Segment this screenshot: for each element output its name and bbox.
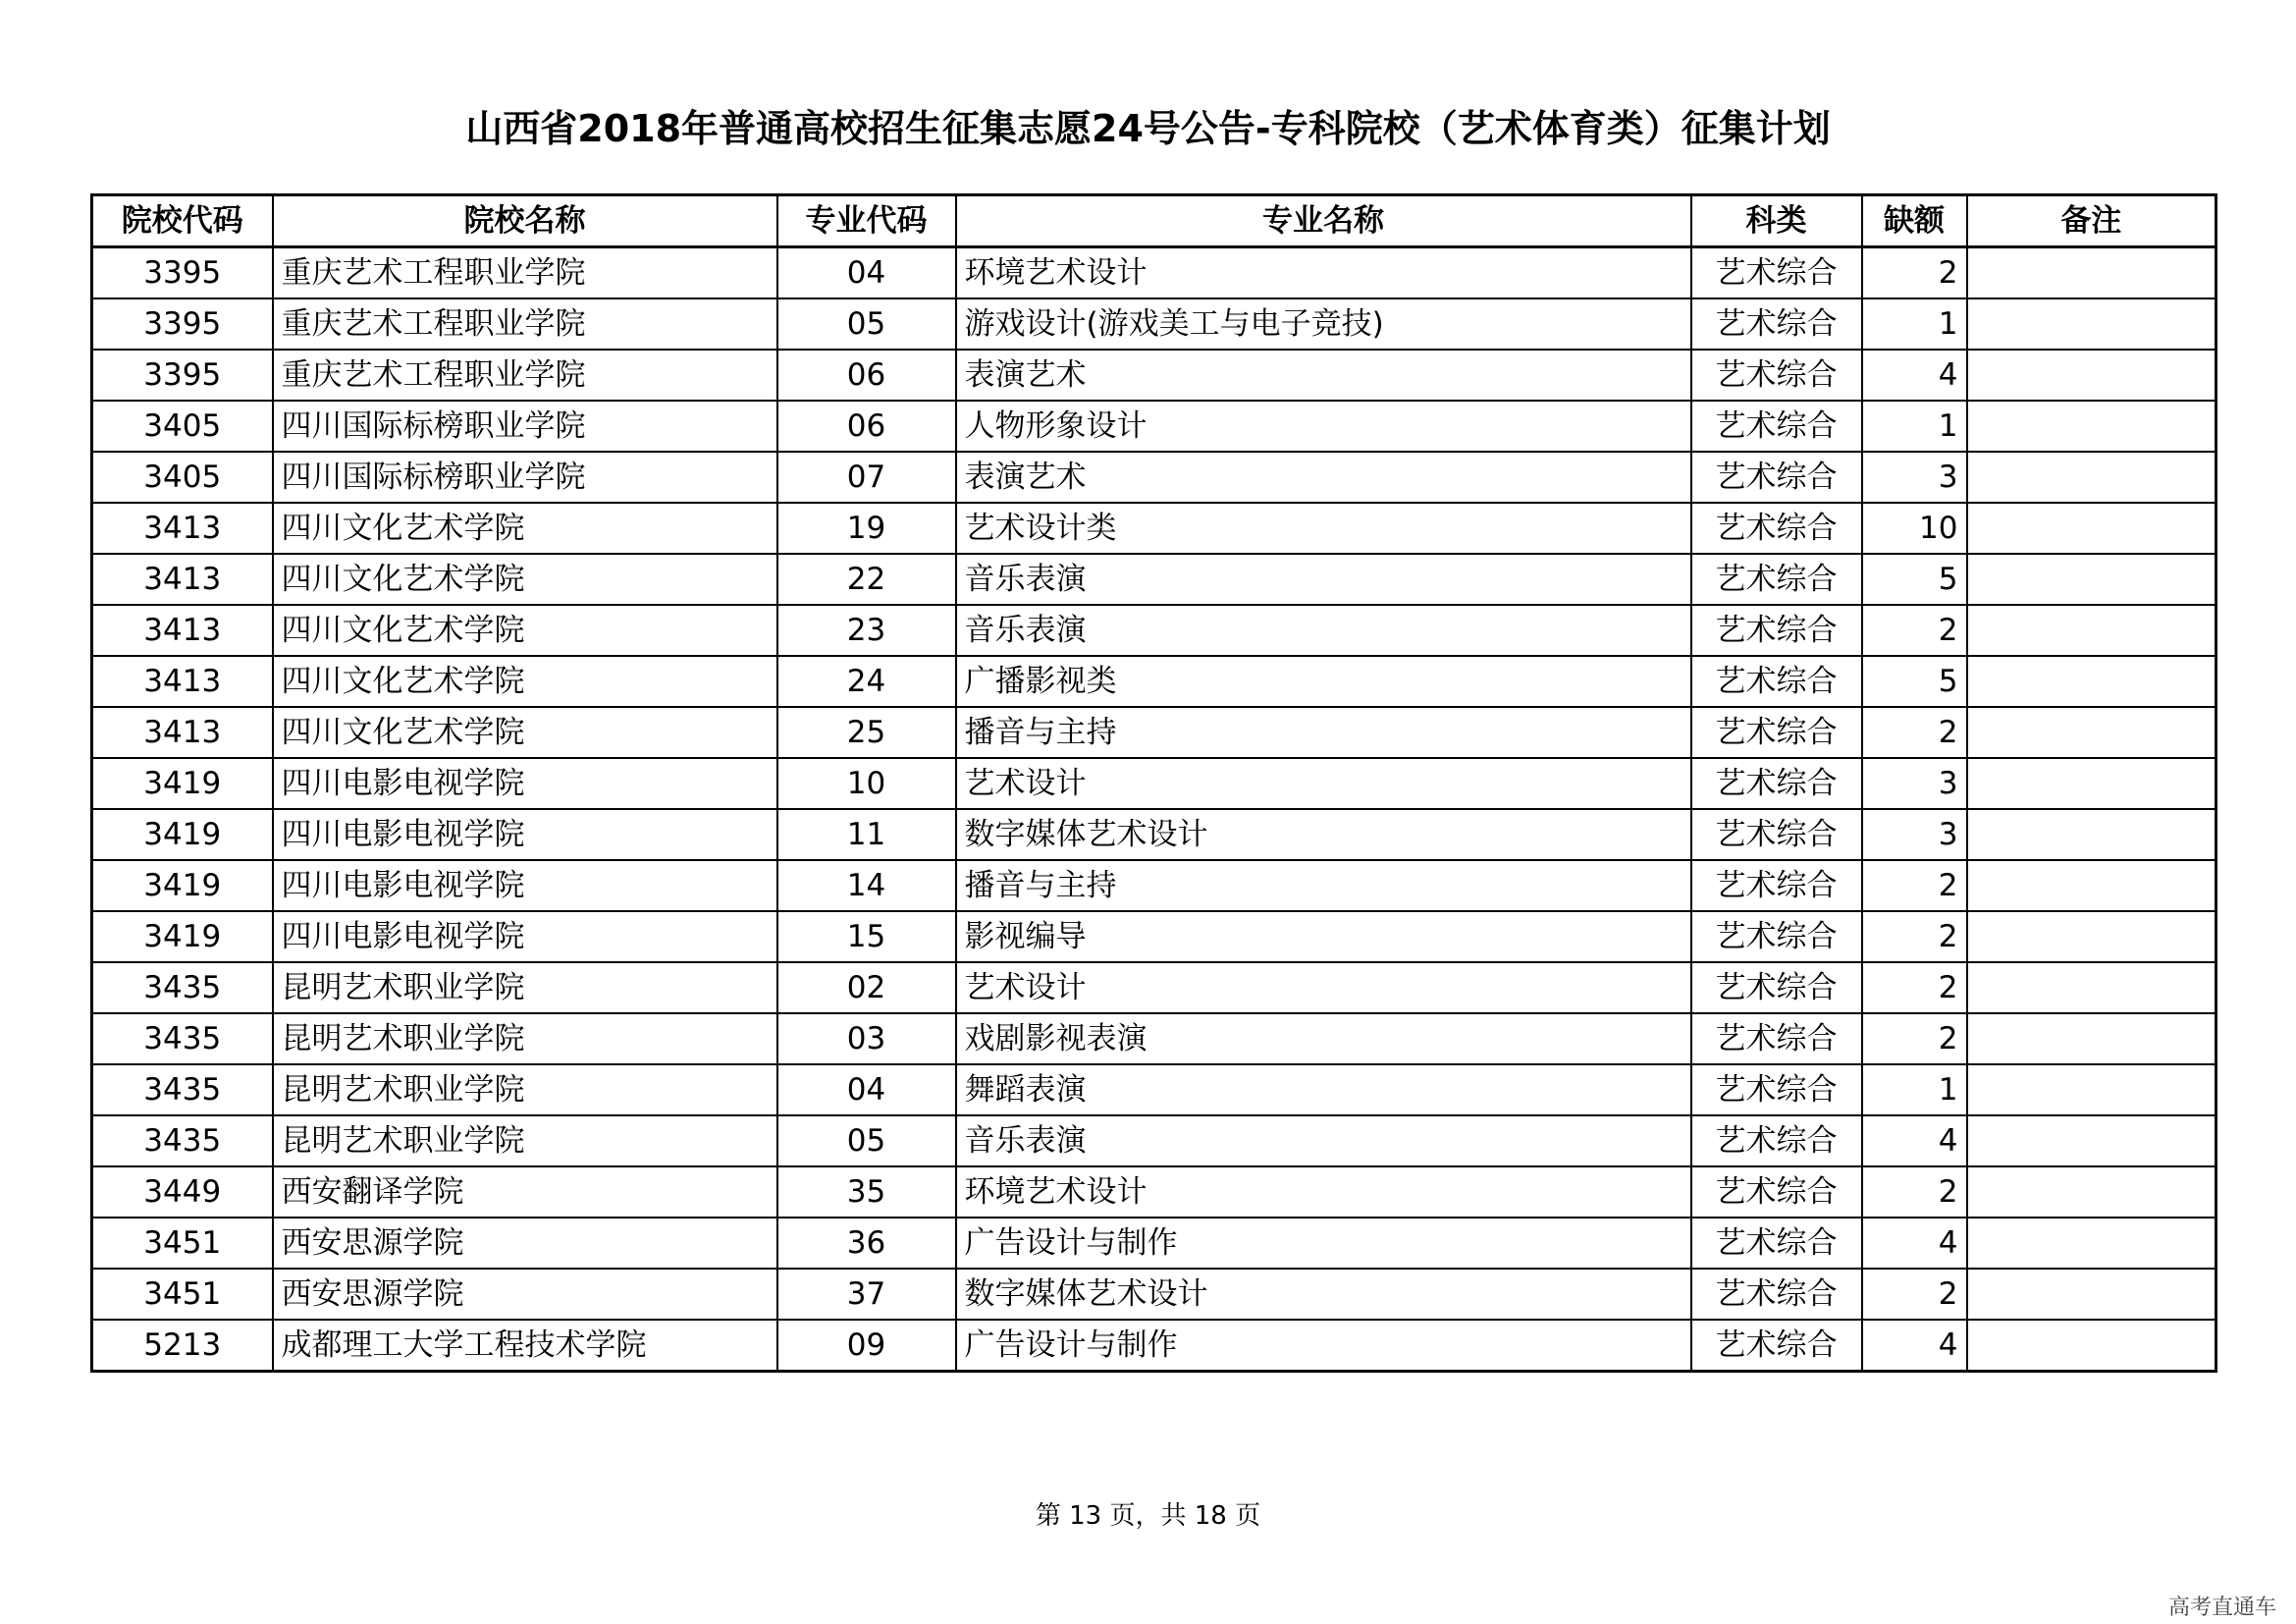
table-row	[92, 962, 2216, 1013]
cell-school-name: 重庆艺术工程职业学院	[273, 247, 777, 299]
cell-school-code: 3451	[92, 1269, 273, 1320]
cell-note	[1967, 758, 2216, 809]
cell-note	[1967, 809, 2216, 860]
cell-quota: 2	[1862, 860, 1967, 911]
table-row	[92, 809, 2216, 860]
cell-note	[1967, 911, 2216, 962]
header-quota: 缺额	[1862, 195, 1967, 247]
cell-school-name: 四川文化艺术学院	[273, 554, 777, 605]
cell-note	[1967, 707, 2216, 758]
table-row	[92, 503, 2216, 554]
cell-major-code: 10	[777, 758, 956, 809]
cell-school-code: 3405	[92, 452, 273, 503]
cell-note	[1967, 605, 2216, 656]
cell-quota: 2	[1862, 1166, 1967, 1218]
cell-school-code: 3413	[92, 503, 273, 554]
cell-school-name: 四川电影电视学院	[273, 911, 777, 962]
cell-major-code: 04	[777, 247, 956, 299]
cell-category: 艺术综合	[1691, 758, 1862, 809]
cell-school-name: 四川国际标榜职业学院	[273, 452, 777, 503]
cell-major-code: 22	[777, 554, 956, 605]
cell-school-code: 3395	[92, 350, 273, 401]
cell-quota: 1	[1862, 298, 1967, 350]
cell-major-name: 音乐表演	[956, 1115, 1691, 1166]
cell-category: 艺术综合	[1691, 1166, 1862, 1218]
cell-category: 艺术综合	[1691, 860, 1862, 911]
cell-category: 艺术综合	[1691, 1218, 1862, 1269]
cell-quota: 2	[1862, 247, 1967, 299]
cell-school-code: 3435	[92, 962, 273, 1013]
cell-school-name: 昆明艺术职业学院	[273, 1115, 777, 1166]
cell-major-name: 数字媒体艺术设计	[956, 809, 1691, 860]
table-row	[92, 1320, 2216, 1372]
cell-major-code: 11	[777, 809, 956, 860]
cell-school-name: 昆明艺术职业学院	[273, 1013, 777, 1064]
cell-quota: 2	[1862, 1013, 1967, 1064]
cell-major-name: 音乐表演	[956, 605, 1691, 656]
cell-category: 艺术综合	[1691, 1269, 1862, 1320]
cell-note	[1967, 656, 2216, 707]
cell-note	[1967, 247, 2216, 299]
cell-category: 艺术综合	[1691, 911, 1862, 962]
cell-category: 艺术综合	[1691, 247, 1862, 299]
cell-quota: 4	[1862, 350, 1967, 401]
table-row	[92, 452, 2216, 503]
table-row	[92, 1218, 2216, 1269]
cell-major-name: 环境艺术设计	[956, 247, 1691, 299]
cell-major-name: 游戏设计(游戏美工与电子竞技)	[956, 298, 1691, 350]
cell-school-code: 3419	[92, 758, 273, 809]
cell-school-code: 3435	[92, 1115, 273, 1166]
cell-school-name: 四川电影电视学院	[273, 809, 777, 860]
cell-quota: 2	[1862, 911, 1967, 962]
cell-category: 艺术综合	[1691, 298, 1862, 350]
header-school-code: 院校代码	[92, 195, 273, 247]
cell-major-name: 舞蹈表演	[956, 1064, 1691, 1115]
table-row	[92, 758, 2216, 809]
cell-major-code: 35	[777, 1166, 956, 1218]
page-footer: 第 13 页，共 18 页	[1035, 1501, 1261, 1531]
cell-major-name: 播音与主持	[956, 860, 1691, 911]
cell-category: 艺术综合	[1691, 707, 1862, 758]
cell-category: 艺术综合	[1691, 350, 1862, 401]
cell-major-code: 23	[777, 605, 956, 656]
header-major-code: 专业代码	[777, 195, 956, 247]
cell-school-name: 重庆艺术工程职业学院	[273, 298, 777, 350]
cell-major-code: 15	[777, 911, 956, 962]
cell-category: 艺术综合	[1691, 554, 1862, 605]
cell-school-name: 四川文化艺术学院	[273, 707, 777, 758]
cell-school-code: 3413	[92, 554, 273, 605]
cell-major-name: 广告设计与制作	[956, 1320, 1691, 1372]
enrollment-plan-table	[90, 193, 2217, 1373]
cell-school-code: 3419	[92, 809, 273, 860]
cell-major-code: 24	[777, 656, 956, 707]
cell-note	[1967, 1064, 2216, 1115]
cell-school-code: 3435	[92, 1064, 273, 1115]
cell-category: 艺术综合	[1691, 1115, 1862, 1166]
table-row	[92, 605, 2216, 656]
table-row	[92, 350, 2216, 401]
table-row	[92, 1115, 2216, 1166]
cell-category: 艺术综合	[1691, 452, 1862, 503]
cell-major-code: 25	[777, 707, 956, 758]
cell-school-code: 3449	[92, 1166, 273, 1218]
cell-major-name: 表演艺术	[956, 452, 1691, 503]
cell-category: 艺术综合	[1691, 962, 1862, 1013]
cell-category: 艺术综合	[1691, 1013, 1862, 1064]
cell-school-code: 3413	[92, 656, 273, 707]
cell-quota: 4	[1862, 1320, 1967, 1372]
cell-major-name: 艺术设计类	[956, 503, 1691, 554]
cell-school-code: 3395	[92, 247, 273, 299]
cell-school-name: 四川国际标榜职业学院	[273, 401, 777, 452]
cell-note	[1967, 1218, 2216, 1269]
header-note: 备注	[1967, 195, 2216, 247]
cell-school-name: 四川电影电视学院	[273, 758, 777, 809]
cell-quota: 5	[1862, 554, 1967, 605]
cell-quota: 2	[1862, 605, 1967, 656]
table-row	[92, 656, 2216, 707]
cell-major-code: 04	[777, 1064, 956, 1115]
watermark-logo: 高考直通车	[2167, 1596, 2276, 1620]
cell-major-code: 14	[777, 860, 956, 911]
cell-quota: 5	[1862, 656, 1967, 707]
cell-major-code: 19	[777, 503, 956, 554]
table-header-row	[92, 195, 2216, 247]
cell-school-name: 成都理工大学工程技术学院	[273, 1320, 777, 1372]
cell-quota: 3	[1862, 809, 1967, 860]
cell-major-code: 09	[777, 1320, 956, 1372]
cell-school-name: 昆明艺术职业学院	[273, 962, 777, 1013]
cell-school-name: 四川电影电视学院	[273, 860, 777, 911]
cell-quota: 3	[1862, 758, 1967, 809]
cell-school-name: 四川文化艺术学院	[273, 503, 777, 554]
cell-school-name: 昆明艺术职业学院	[273, 1064, 777, 1115]
header-major-name: 专业名称	[956, 195, 1691, 247]
cell-school-code: 3413	[92, 605, 273, 656]
cell-school-code: 3395	[92, 298, 273, 350]
cell-note	[1967, 1115, 2216, 1166]
cell-major-code: 05	[777, 298, 956, 350]
page-title: 山西省2018年普通高校招生征集志愿24号公告-专科院校（艺术体育类）征集计划	[465, 107, 1831, 150]
cell-school-name: 西安翻译学院	[273, 1166, 777, 1218]
cell-note	[1967, 860, 2216, 911]
cell-note	[1967, 554, 2216, 605]
cell-note	[1967, 1269, 2216, 1320]
cell-school-code: 3451	[92, 1218, 273, 1269]
cell-school-name: 重庆艺术工程职业学院	[273, 350, 777, 401]
cell-quota: 2	[1862, 1269, 1967, 1320]
cell-school-name: 西安思源学院	[273, 1218, 777, 1269]
table-row	[92, 911, 2216, 962]
table-row	[92, 1166, 2216, 1218]
table-row	[92, 247, 2216, 299]
cell-category: 艺术综合	[1691, 503, 1862, 554]
cell-major-code: 05	[777, 1115, 956, 1166]
cell-major-code: 37	[777, 1269, 956, 1320]
cell-note	[1967, 962, 2216, 1013]
cell-note	[1967, 350, 2216, 401]
cell-major-name: 戏剧影视表演	[956, 1013, 1691, 1064]
cell-note	[1967, 452, 2216, 503]
cell-category: 艺术综合	[1691, 401, 1862, 452]
cell-school-name: 西安思源学院	[273, 1269, 777, 1320]
cell-major-code: 06	[777, 350, 956, 401]
cell-note	[1967, 1166, 2216, 1218]
table-row	[92, 707, 2216, 758]
cell-quota: 10	[1862, 503, 1967, 554]
cell-major-name: 表演艺术	[956, 350, 1691, 401]
cell-quota: 4	[1862, 1218, 1967, 1269]
cell-major-code: 36	[777, 1218, 956, 1269]
cell-major-name: 播音与主持	[956, 707, 1691, 758]
cell-school-code: 3419	[92, 860, 273, 911]
cell-category: 艺术综合	[1691, 809, 1862, 860]
table-row	[92, 1269, 2216, 1320]
cell-note	[1967, 401, 2216, 452]
cell-school-code: 3413	[92, 707, 273, 758]
cell-major-name: 音乐表演	[956, 554, 1691, 605]
cell-quota: 4	[1862, 1115, 1967, 1166]
cell-major-name: 艺术设计	[956, 758, 1691, 809]
cell-major-name: 环境艺术设计	[956, 1166, 1691, 1218]
cell-note	[1967, 503, 2216, 554]
cell-major-name: 人物形象设计	[956, 401, 1691, 452]
cell-note	[1967, 1320, 2216, 1372]
table-row	[92, 1064, 2216, 1115]
cell-school-code: 3435	[92, 1013, 273, 1064]
cell-quota: 1	[1862, 401, 1967, 452]
cell-school-code: 3405	[92, 401, 273, 452]
cell-category: 艺术综合	[1691, 1064, 1862, 1115]
cell-school-name: 四川文化艺术学院	[273, 656, 777, 707]
cell-quota: 1	[1862, 1064, 1967, 1115]
cell-quota: 3	[1862, 452, 1967, 503]
cell-school-code: 5213	[92, 1320, 273, 1372]
table-row	[92, 554, 2216, 605]
cell-major-code: 07	[777, 452, 956, 503]
table-row	[92, 401, 2216, 452]
cell-category: 艺术综合	[1691, 656, 1862, 707]
header-category: 科类	[1691, 195, 1862, 247]
cell-note	[1967, 298, 2216, 350]
cell-major-name: 艺术设计	[956, 962, 1691, 1013]
table-row	[92, 298, 2216, 350]
cell-school-name: 四川文化艺术学院	[273, 605, 777, 656]
table-row	[92, 1013, 2216, 1064]
cell-school-code: 3419	[92, 911, 273, 962]
cell-major-name: 广播影视类	[956, 656, 1691, 707]
cell-major-name: 广告设计与制作	[956, 1218, 1691, 1269]
cell-major-name: 影视编导	[956, 911, 1691, 962]
cell-quota: 2	[1862, 707, 1967, 758]
header-school-name: 院校名称	[273, 195, 777, 247]
cell-major-name: 数字媒体艺术设计	[956, 1269, 1691, 1320]
cell-major-code: 03	[777, 1013, 956, 1064]
cell-major-code: 06	[777, 401, 956, 452]
cell-major-code: 02	[777, 962, 956, 1013]
cell-note	[1967, 1013, 2216, 1064]
table-row	[92, 860, 2216, 911]
cell-category: 艺术综合	[1691, 605, 1862, 656]
cell-quota: 2	[1862, 962, 1967, 1013]
cell-category: 艺术综合	[1691, 1320, 1862, 1372]
